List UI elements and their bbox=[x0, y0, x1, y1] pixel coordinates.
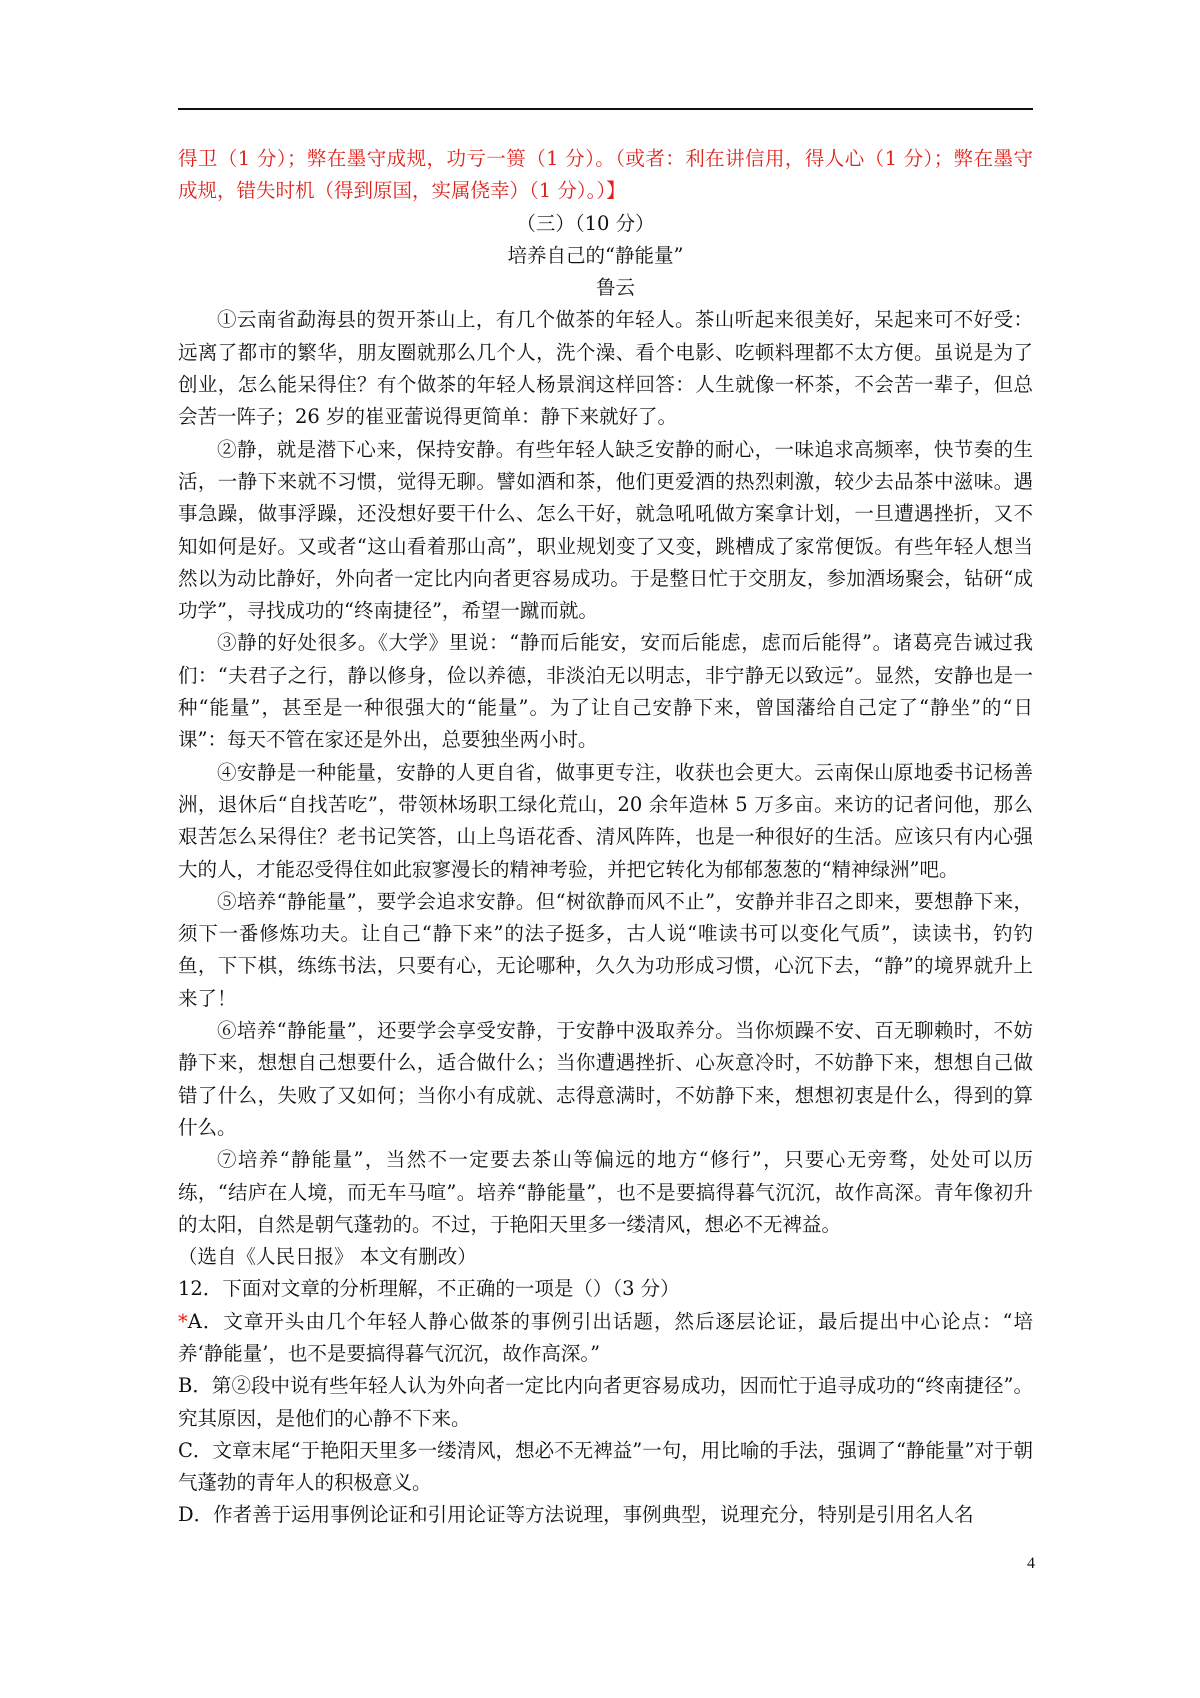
paragraph-6: ⑥培养“静能量”，还要学会享受安静，于安静中汲取养分。当你烦躁不安、百无聊赖时，不妨静下来，想想自己想要什么，适合做什么；当你遭遇挫折、心灰意冷时，不妨静下来，想想自己做错了什么，失败了又如何；当你小有成就、志得意满时，不妨静下来，想想初衷是什么，得到的算什么。 bbox=[178, 1019, 1033, 1139]
paragraph-4: ④安静是一种能量，安静的人更自省，做事更专注，收获也会更大。云南保山原地委书记杨善洲，退休后“自找苦吃”，带领林场职工绿化荒山，20 余年造林 5 万多亩。来访的记者问他，那么艰苦怎么呆得住？老书记笑答，山上鸟语花香、清风阵阵，也是一种很好的生活。应该只有内心强大的人，才能忍受得住如此寂寥漫长的精神考验，并把它转化为郁郁葱葱的“精神绿洲”吧。 bbox=[178, 760, 1033, 881]
essay-author: 鲁云 bbox=[595, 276, 635, 300]
answer-mark: * bbox=[178, 1309, 188, 1333]
option-d: D．作者善于运用事例论证和引用论证等方法说理，事例典型，说理充分，特别是引用名人名 bbox=[178, 1503, 974, 1527]
question-stem: 12．下面对文章的分析理解，不正确的一项是（）（3 分） bbox=[178, 1277, 680, 1301]
page-content bbox=[178, 143, 1033, 1532]
option-b: B．第②段中说有些年轻人认为外向者一定比内向者更容易成功，因而忙于追寻成功的“终南捷径”。究其原因，是他们的心静不下来。 bbox=[178, 1374, 1033, 1430]
essay-title: 培养自己的“静能量” bbox=[507, 243, 684, 267]
paragraph-3: ③静的好处很多。《大学》里说：“静而后能安，安而后能虑，虑而后能得”。诸葛亮告诫过我们：“夫君子之行，静以修身，俭以养德，非淡泊无以明志，非宁静无以致远”。显然，安静也是一种“能量”，甚至是一种很强大的“能量”。为了让自己安静下来，曾国藩给自己定了“静坐”的“日课”：每天不管在家还是外出，总要独坐两小时。 bbox=[178, 631, 1033, 752]
option-c: C．文章末尾“于艳阳天里多一缕清风，想必不无裨益”一句，用比喻的手法，强调了“静能量”对于朝气蓬勃的青年人的积极意义。 bbox=[178, 1438, 1033, 1495]
paragraph-7: ⑦培养“静能量”，当然不一定要去茶山等偏远的地方“修行”，只要心无旁骛，处处可以历练，“结庐在人境，而无车马喧”。培养“静能量”，也不是要搞得暮气沉沉，故作高深。青年像初升的太阳，自然是朝气蓬勃的。不过，于艳阳天里多一缕清风，想必不无裨益。 bbox=[178, 1148, 1033, 1236]
paragraph-5: ⑤培养“静能量”，要学会追求安静。但“树欲静而风不止”，安静并非召之即来，要想静下来，须下一番修炼功夫。让自己“静下来”的法子挺多，古人说“唯读书可以变化气质”，读读书，钓钓鱼，下下棋，练练书法，只要有心，无论哪种，久久为功形成习惯，心沉下去，“静”的境界就升上来了！ bbox=[178, 889, 1033, 1010]
section-heading: （三）（10 分） bbox=[516, 211, 655, 235]
page-number: 4 bbox=[1027, 1555, 1035, 1572]
header-rule bbox=[178, 108, 1033, 110]
option-a-text: A．文章开头由几个年轻人静心做茶的事例引出话题，然后逐层论证，最后提出中心论点：“培养‘静能量’，也不是要搞得暮气沉沉，故作高深。” bbox=[178, 1309, 1033, 1365]
option-a bbox=[178, 1306, 1033, 1371]
answer-key-text: 得卫（1 分）；弊在墨守成规，功亏一篑（1 分）。（或者：利在讲信用，得人心（1 分）；弊在墨守成规，错失时机（得到原国，实属侥幸）（1 分）。）】 bbox=[178, 147, 1033, 203]
paragraph-2: ②静，就是潜下心来，保持安静。有些年轻人缺乏安静的耐心，一味追求高频率，快节奏的生活，一静下来就不习惯，觉得无聊。譬如酒和茶，他们更爱酒的热烈刺激，较少去品茶中滋味。遇事急躁，做事浮躁，还没想好要干什么、怎么干好，就急吼吼做方案拿计划，一旦遭遇挫折，又不知如何是好。又或者“这山看着那山高”，职业规划变了又变，跳槽成了家常便饭。有些年轻人想当然以为动比静好，外向者一定比内向者更容易成功。于是整日忙于交朋友，参加酒场聚会，钻研“成功学”，寻找成功的“终南捷径”，希望一蹴而就。 bbox=[178, 437, 1033, 623]
source-note: （选自《人民日报》 本文有删改） bbox=[178, 1245, 477, 1269]
paragraph-1: ①云南省勐海县的贺开茶山上，有几个做茶的年轻人。茶山听起来很美好，呆起来可不好受：远离了都市的繁华，朋友圈就那么几个人，洗个澡、看个电影、吃顿料理都不太方便。虽说是为了创业，怎么能呆得住？有个做茶的年轻人杨景润这样回答：人生就像一杯茶，不会苦一辈子，但总会苦一阵子；26 岁的崔亚蕾说得更简单：静下来就好了。 bbox=[178, 308, 1033, 429]
